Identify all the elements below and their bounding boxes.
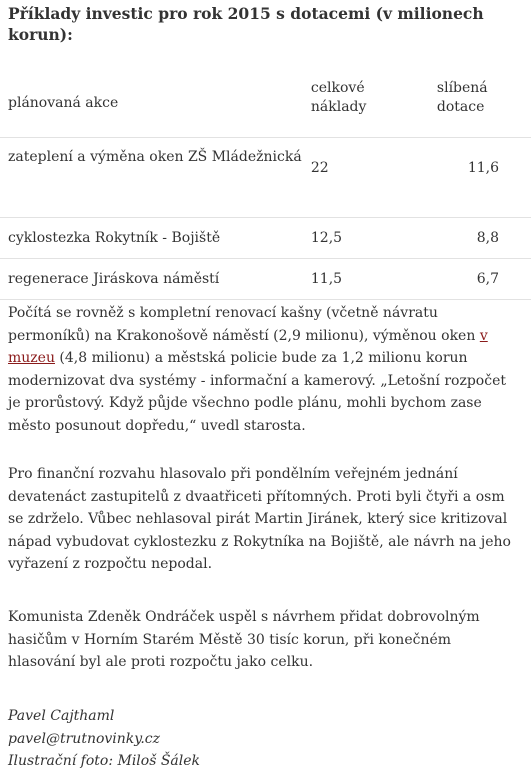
- paragraph-renovation: [8, 302, 520, 437]
- author-email: pavel@trutnovinky.cz: [8, 730, 160, 747]
- paragraph-renovation-text-end: (4,8 milionu) a městská policie bude za 1,2 milionu korun modernizovat dva systémy - informační a kamerový. „Letošní rozpočet je prorůstový. Když půjde všechno podle plánu, mohli bychom zase město posunout dopředu,“ uvedl starosta.: [8, 350, 506, 434]
- header-total-cost-line1: celkové: [310, 80, 365, 96]
- row-cost: 22: [311, 138, 437, 218]
- header-total-cost: [311, 68, 437, 138]
- author-name: Pavel Cajthaml: [8, 708, 115, 724]
- table-header-row: [0, 68, 531, 138]
- row-subsidy: 8,8: [437, 218, 531, 259]
- row-subsidy: 6,7: [437, 259, 531, 300]
- row-cost: 12,5: [311, 218, 437, 259]
- row-action: cyklostezka Rokytník - Bojiště: [0, 218, 311, 259]
- paragraph-vote: Pro finanční rozvahu hlasovalo při pondělním veřejném jednání devatenáct zastupitelů z dvaatřiceti přítomných. Proti byli čtyři a osm se zdrželo. Vůbec nehlasoval pirát Martin Jiránek, který sice kritizoval nápad vybudovat cyklostezku z Rokytníka na Bojiště, ale návrh na jeho vyřazení z rozpočtu nepodal.: [8, 466, 511, 572]
- row-subsidy: 11,6: [437, 138, 531, 218]
- header-promised-subsidy: [437, 68, 531, 138]
- investment-heading: Příklady investic pro rok 2015 s dotacemi (v milionech korun):: [8, 4, 484, 44]
- table-row: [0, 259, 531, 300]
- table-row: [0, 218, 531, 259]
- paragraph-firefighters: Komunista Zdeněk Ondráček uspěl s návrhem přidat dobrovolným hasičům v Horním Starém Městě 30 tisíc korun, při konečném hlasování byl ale proti rozpočtu jako celku.: [8, 609, 480, 670]
- header-total-cost-line2: náklady: [310, 99, 367, 115]
- row-action: regenerace Jiráskova náměstí: [0, 259, 311, 300]
- row-cost: 11,5: [311, 259, 437, 300]
- investments-table: [0, 68, 531, 300]
- museum-link[interactable]: v muzeu: [8, 327, 488, 366]
- table-row: [0, 138, 531, 218]
- header-promised-subsidy-line2: dotace: [436, 99, 485, 115]
- photo-credit: Ilustrační foto: Miloš Šálek: [8, 753, 201, 769]
- header-planned-action: plánovaná akce: [0, 68, 311, 138]
- signature-block: [8, 705, 200, 773]
- header-promised-subsidy-line1: slíbená: [436, 80, 488, 96]
- row-action: zateplení a výměna oken ZŠ Mládežnická: [0, 138, 311, 218]
- paragraph-renovation-text-start: Počítá se rovněž s kompletní renovací kašny (včetně návratu permoníků) na Krakonošově náměstí (2,9 milionu), výměnou oken: [8, 305, 480, 344]
